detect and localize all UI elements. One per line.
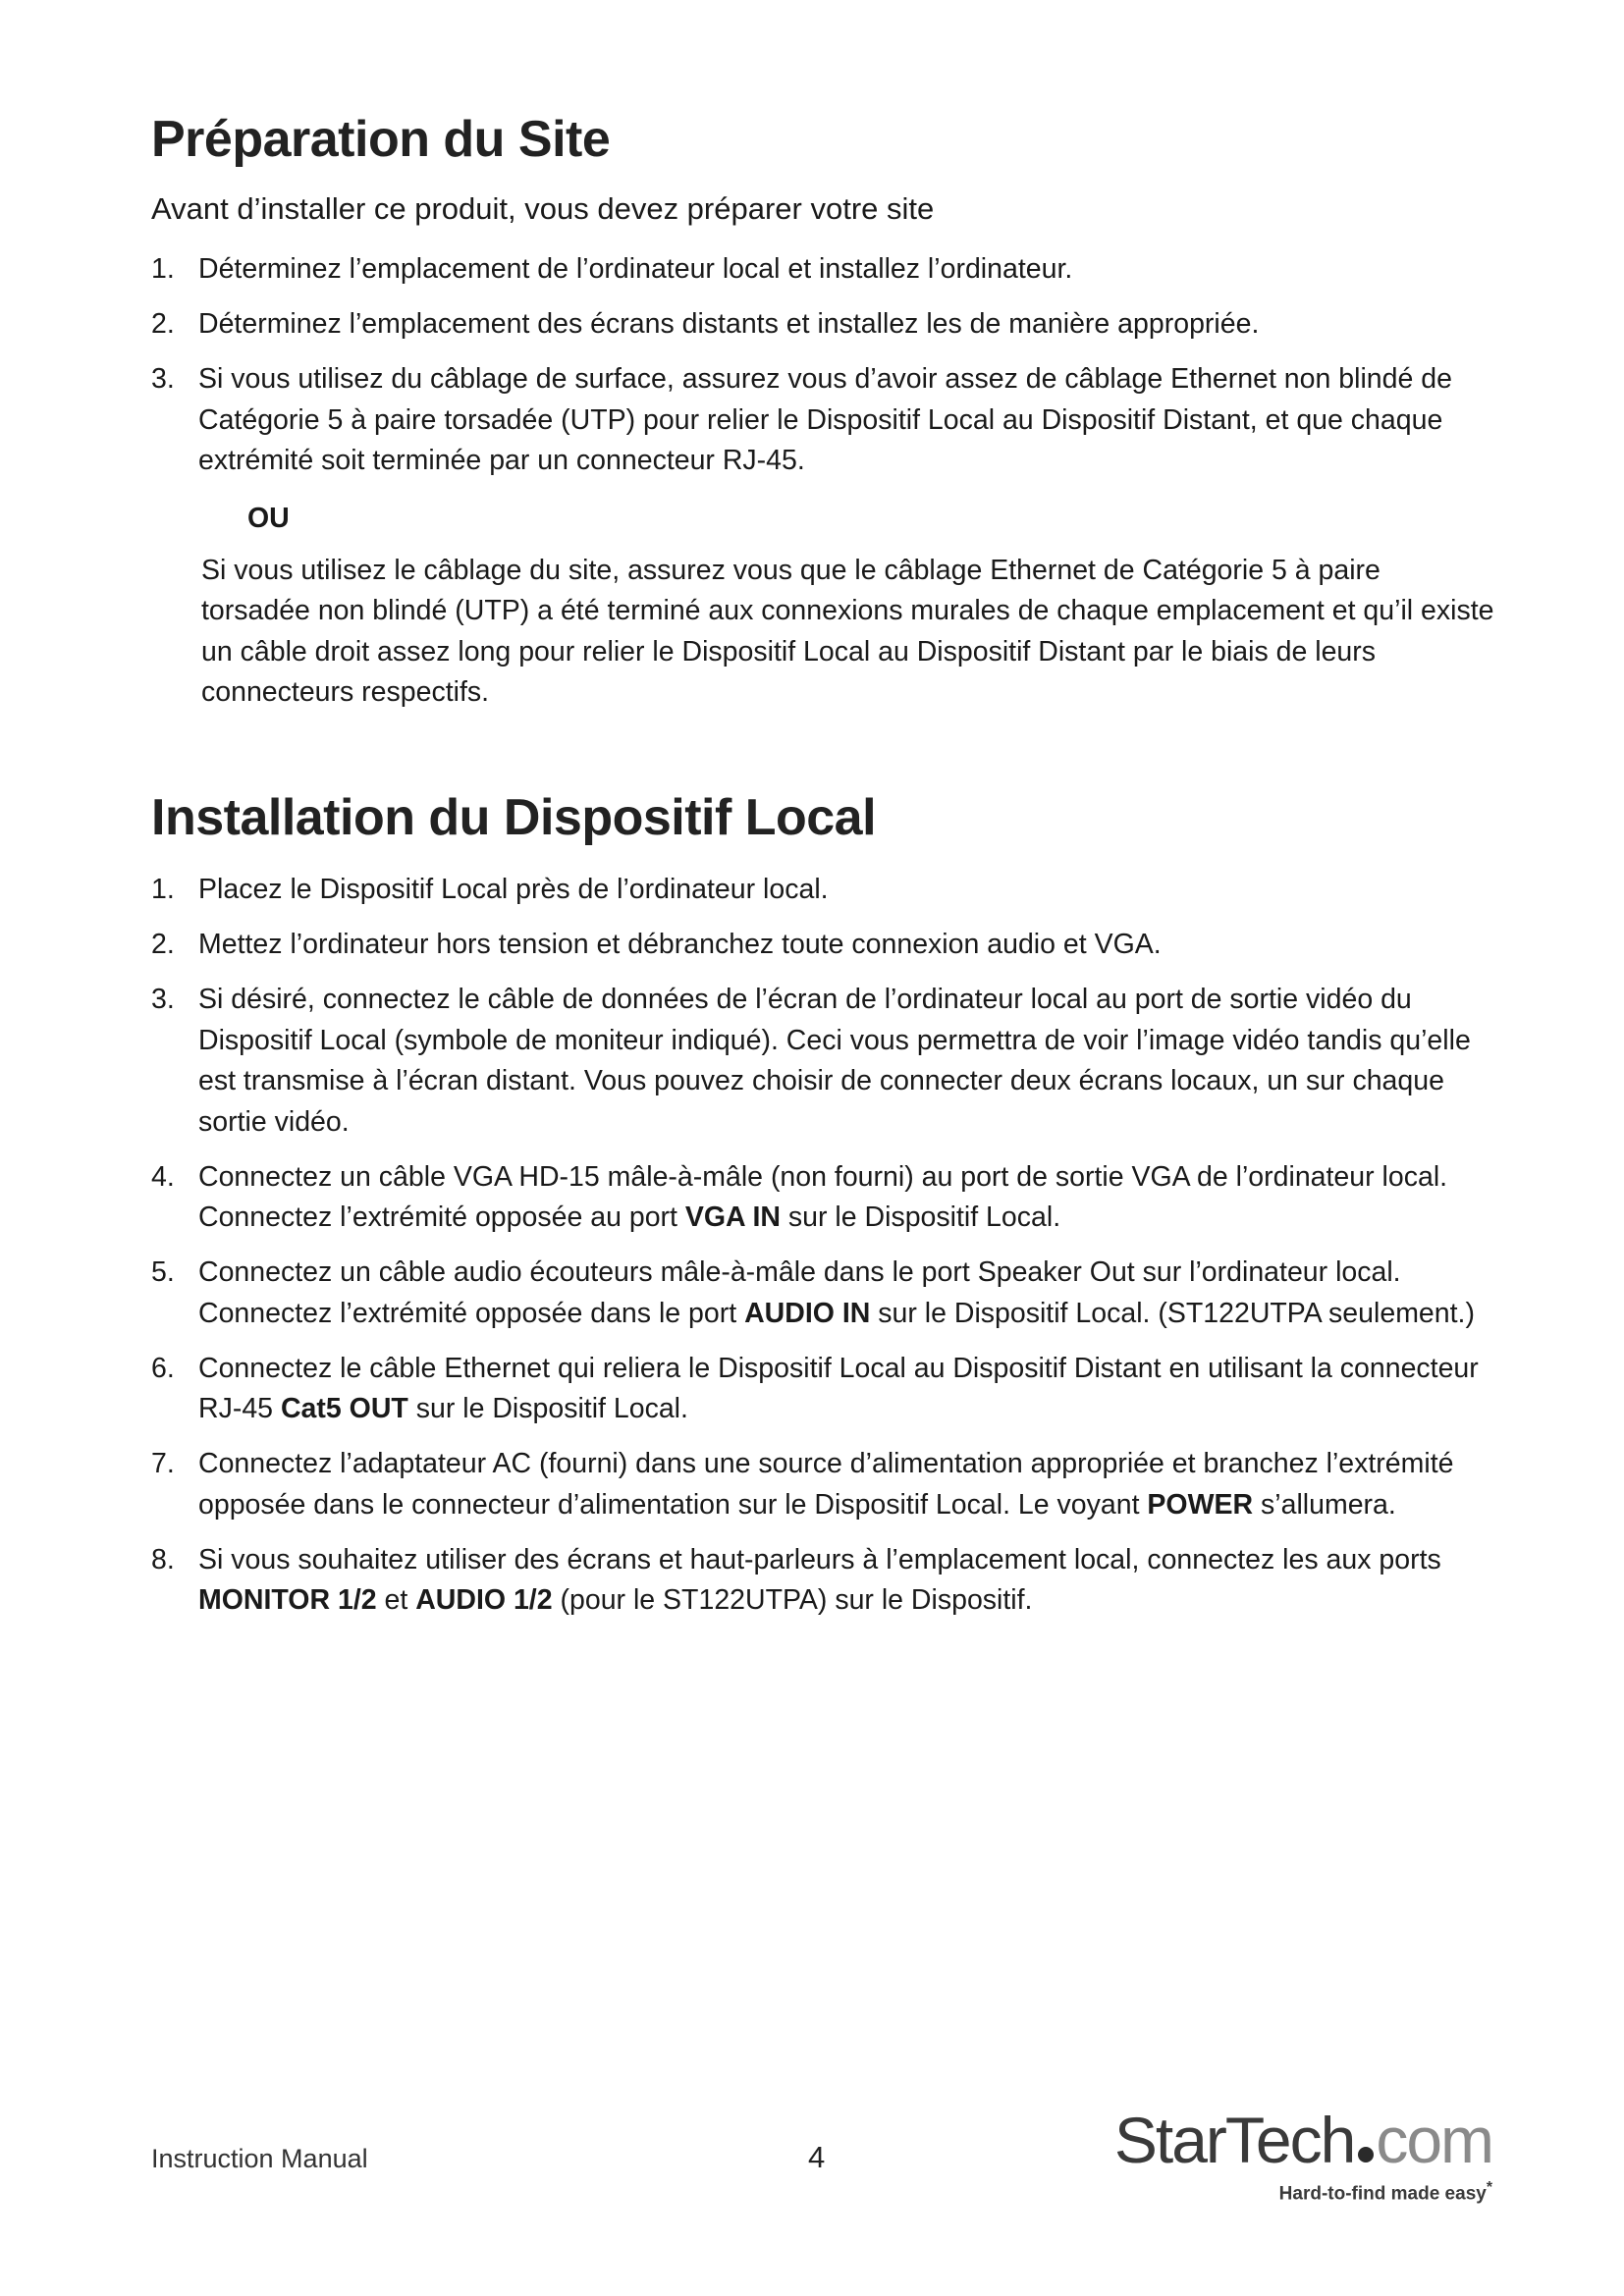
step-text (198, 1253, 1496, 1334)
preparation-intro: Avant d’installer ce produit, vous devez préparer votre site (151, 191, 935, 226)
step-text-part: sur le Dispositif Local. (407, 1393, 688, 1424)
list-item (151, 1253, 1496, 1334)
section-title-preparation: Préparation du Site (151, 111, 611, 168)
startech-logo (1113, 2101, 1492, 2209)
list-item (151, 980, 1496, 1143)
preparation-steps (151, 249, 1496, 727)
step-text: Placez le Dispositif Local près de l’ordinateur local. (198, 874, 829, 905)
list-item (151, 925, 1496, 966)
logo-tagline: Hard-to-find made easy* (1278, 2179, 1492, 2205)
port-label-monitor: MONITOR 1/2 (198, 1584, 377, 1616)
list-item (151, 1349, 1496, 1430)
port-label-audio-in: AUDIO IN (744, 1297, 871, 1329)
step-number: 3. (151, 984, 175, 1015)
step-text-part: Si vous souhaitez utiliser des écrans et haut-parleurs à l’emplacement local, connectez les aux ports (198, 1543, 1441, 1575)
footer-manual-label: Instruction Manual (151, 2144, 368, 2173)
step-text-part: (pour le ST122UTPA) sur le Dispositif. (552, 1584, 1033, 1616)
port-label-vga-in: VGA IN (684, 1201, 781, 1233)
step-text (198, 1444, 1496, 1525)
step-number: 6. (151, 1352, 175, 1384)
installation-steps (151, 870, 1496, 1635)
logo-suffix: com (1376, 2104, 1492, 2176)
list-item (151, 870, 1496, 911)
logo-main: StarTech (1113, 2104, 1355, 2176)
step-number: 5. (151, 1256, 175, 1288)
step-number: 4. (151, 1160, 175, 1193)
step-number: 1. (151, 253, 175, 285)
step-text (198, 1349, 1496, 1430)
step-text: Mettez l’ordinateur hors tension et débranchez toute connexion audio et VGA. (198, 929, 1162, 960)
or-label: OU (247, 502, 290, 534)
step-text (198, 1540, 1496, 1622)
list-item (151, 249, 1496, 291)
step-text-part: et (376, 1584, 416, 1616)
step-text-part: Connectez le câble Ethernet qui reliera le Dispositif Local au Dispositif Distant en utilisant la connecteur RJ-45 (198, 1352, 1479, 1424)
list-item (151, 304, 1496, 346)
section-title-installation: Installation du Dispositif Local (151, 789, 877, 846)
logo-tagline-text: Hard-to-find made easy (1278, 2183, 1487, 2205)
page-number: 4 (808, 2140, 826, 2174)
step-text (198, 1157, 1496, 1239)
step-text-part: s’allumera. (1253, 1488, 1396, 1521)
list-item (151, 1157, 1496, 1239)
step-number: 2. (151, 308, 175, 340)
step-text: Déterminez l’emplacement des écrans distants et installez les de manière appropriée. (198, 308, 1260, 340)
port-label-cat5-out: Cat5 OUT (280, 1393, 408, 1424)
list-item (151, 359, 1496, 714)
step-text-part: Connectez un câble audio écouteurs mâle-à-mâle dans le port Speaker Out sur l’ordinateur local. Connectez l’extrémité opposée dans le port (198, 1256, 1401, 1329)
step-number: 8. (151, 1543, 175, 1575)
logo-wordmark (1114, 2101, 1492, 2179)
step-number: 7. (151, 1448, 175, 1479)
led-label-power: POWER (1147, 1488, 1254, 1521)
step-number: 3. (151, 363, 175, 395)
list-item (151, 1540, 1496, 1622)
step-text-part: sur le Dispositif Local. (ST122UTPA seulement.) (870, 1297, 1475, 1329)
step-text: Déterminez l’emplacement de l’ordinateur local et installez l’ordinateur. (198, 253, 1073, 285)
step-number: 2. (151, 929, 175, 960)
step-text-part: sur le Dispositif Local. (781, 1201, 1061, 1233)
step-text-part: Connectez un câble VGA HD-15 mâle-à-mâle (non fourni) au port de sortie VGA de l’ordinateur local. Connectez l’extrémité opposée au port (198, 1160, 1448, 1233)
step-text: Si désiré, connectez le câble de données de l’écran de l’ordinateur local au port de sortie vidéo du Dispositif Local (symbole de moniteur indiqué). Ceci vous permettra de voir l’image vidéo tandis qu’elle est transmise à l’écran distant. Vous pouvez choisir de connecter deux écrans locaux, un sur chaque sortie vidéo. (198, 984, 1471, 1138)
list-item (151, 1444, 1496, 1525)
logo-dot-icon (1358, 2147, 1374, 2163)
step-text-part: Connectez l’adaptateur AC (fourni) dans une source d’alimentation appropriée et branchez l’extrémité opposée dans le connecteur d’alimentation sur le Dispositif Local. Le voyant (198, 1448, 1454, 1521)
alternative-text: Si vous utilisez le câblage du site, assurez vous que le câblage Ethernet de Catégorie 5 à paire torsadée non blindé (UTP) a été terminé aux connexions murales de chaque emplacement et qu’il existe un câble droit assez long pour relier le Dispositif Local au Dispositif Distant par le biais de leurs connecteurs respectifs. (201, 554, 1494, 708)
step-text: Si vous utilisez du câblage de surface, assurez vous d’avoir assez de câblage Ethernet non blindé de Catégorie 5 à paire torsadée (UTP) pour relier le Dispositif Local au Dispositif Distant, et que chaque extrémité soit terminée par un connecteur RJ-45. (198, 363, 1452, 476)
step-number: 1. (151, 874, 175, 905)
port-label-audio: AUDIO 1/2 (415, 1584, 553, 1616)
